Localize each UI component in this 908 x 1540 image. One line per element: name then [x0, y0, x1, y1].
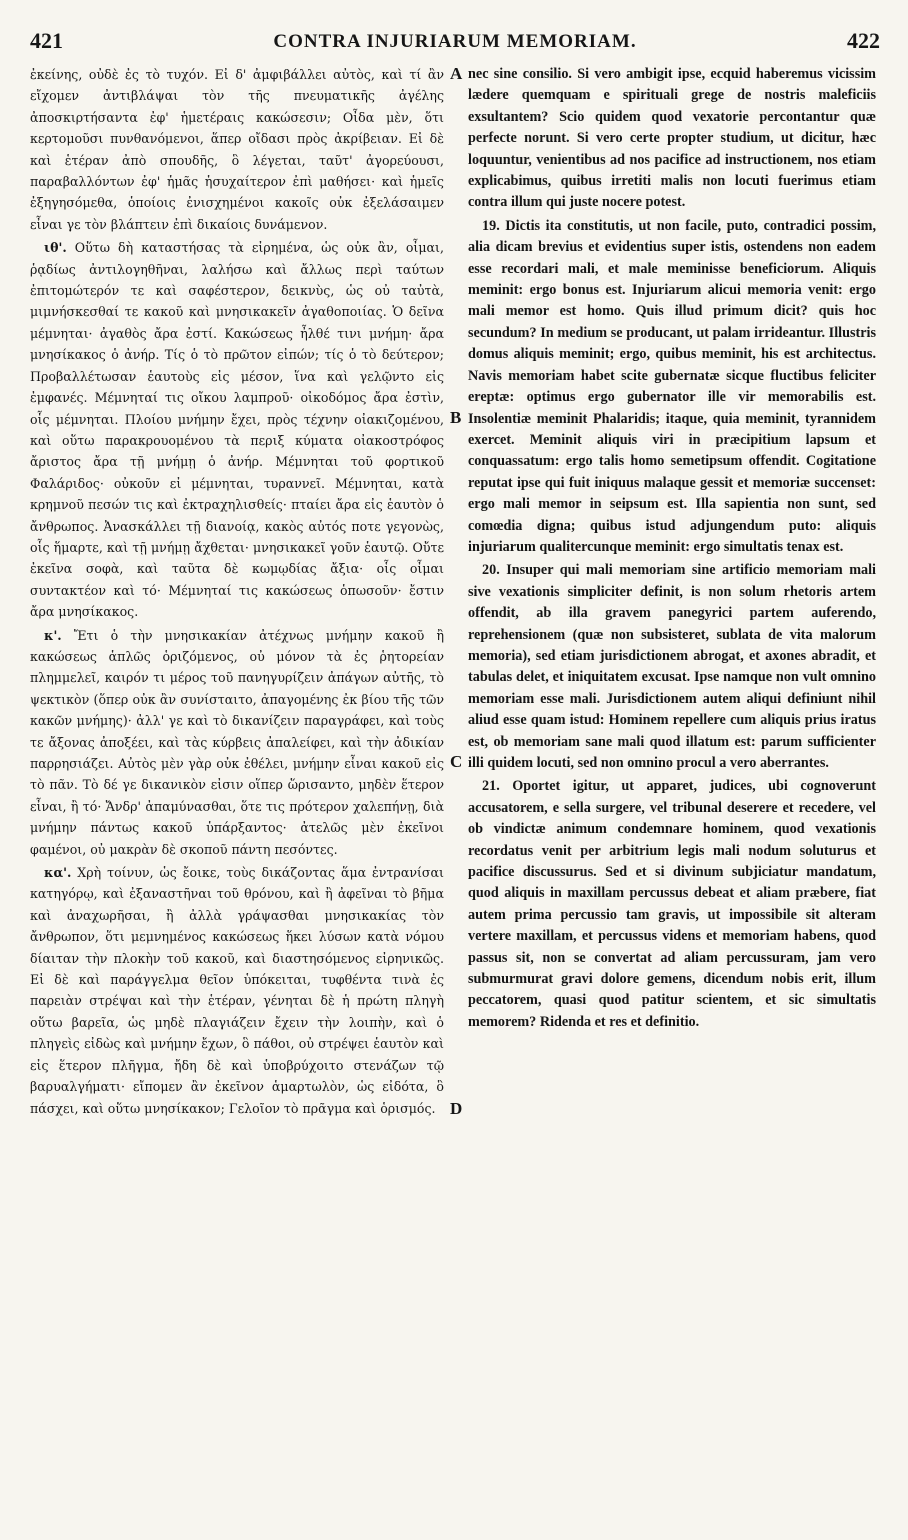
running-header: [30, 28, 880, 58]
greek-paragraph: [30, 237, 444, 622]
right-page-number: 422: [847, 28, 880, 53]
margin-marker-c: C: [450, 752, 463, 771]
greek-paragraph-text: Ἔτι ὁ τὴν μνησικακίαν ἀτέχνως μνήμην κακοῦ ἢ κακώσεως ἁπλῶς ὁριζόμενος, οὐ μόνον τὰ ἐς ῥητορείαν πλημμελεῖ, καιρόν τι μέρος τοῦ πανηγυρίζειν ἀπάγων αὐτῆς, τὸ ψεκτικὸν (ὅπερ οὐκ ἂν συνίσταιτο, ἀπαγομένης ἐκ βίου τῆς τῶν κακῶν μνήμης)· ἀλλ' γε καὶ τὸ δικανίζειν παραγράφει, καὶ τοὺς τε ἄξονας ἀποξέει, καὶ τὰς κύρβεις ἀπαλείφει, καὶ τὴν ἀδικίαν παρρησιάζει. Αὐτὸς μὲν γὰρ οὐκ ἐθέλει, μνήμην εἶναι κακοῦ εἰς τὸ πᾶν. Τὸ δέ γε δικανικὸν εἰσιν οἵπερ ὥρισαντο, μηδὲν ἕτερον εἶναι, ἢ τό· Ἄνδρ' ἀπαμύνασθαι, ὅτε τις πρότερον χαλεπήνῃ, διὰ μνήμην πάντως κακοῦ ὑπάρξαντος· ἀτελῶς μὲν ἐκεῖνοι φαμένοι, οὐ μακρὰν δὲ σκοποῦ πάντη πεσόντες.: [30, 627, 444, 857]
latin-paragraph-text: Dictis ita constitutis, ut non facile, puto, contradici possim, alia dicam brevius et evidentius super istis, ostendens non eadem esse recordari mali, et male meminisse beneficiorum. Aliquis meminit: ergo bonus est. Injuriarum alicui memoria venit: ergo mali memor est homo. Quis illud primum dicit? quis hoc secundum? In medium se producant, ut palam irrideantur. Illustris domus aliquis meminit; ergo, quibus meminit, his est architectus. Navis memoriam habet scite gubernatæ sicque fluctibus feliciter ereptæ: optimus ergo gubernator ille vir memorabilis est. Insolentiæ meminit Phalaridis; itaque, quia meminit, tyrannidem exercet. Meminit aliquis viri in præcipitium lapsum et conquassatum: ergo talis homo semetipsum offendit. Cogitatione reputat ipse qui fuit iniquus malaque gessit et memoriæ succenset: ergo mali memor in seipsum est. Illa sapientia non sunt, sed comœdia digna; quibus istud adjungendum puto: aliquis injuriarum qualitercunque meminit: ergo simultatis tenax est.: [468, 217, 877, 555]
section-number: ιθ'.: [44, 240, 67, 256]
margin-marker-d: D: [450, 1099, 463, 1118]
latin-paragraph: [468, 216, 876, 559]
left-page-number: 421: [30, 28, 63, 53]
section-number: κα'.: [44, 865, 72, 881]
section-number: κ'.: [44, 627, 62, 643]
running-title: CONTRA INJURIARUM MEMORIAM.: [273, 31, 637, 52]
latin-paragraph-text: Insuper qui mali memoriam sine artificio memoriam mali sive vexationis simpliciter definit, is non solum rhetoris artem offendit, ab illa gravem panegyrici partem auferendo, reprehensionem (quæ non subsisteret, sublata de vita malorum memoria), sed etiam jurisdictionem abrogat, et axones abradit, et tabulas delet, et iniquitatem excusat. Ipse namque non vult omnino memoriam esse mali. Jurisdictionem autem aliqui definiunt nihil aliud esse quam istud: Hominem repellere cum aliquis prius iratus est, ob memoriam sane mali quod illatum est: parum sufficienter illi quidem locuti, sed non omnino procul a vero aberrantes.: [468, 562, 876, 771]
greek-column: [30, 64, 444, 1119]
margin-marker-b: B: [450, 408, 462, 427]
section-number: 21.: [482, 778, 500, 795]
latin-column: [468, 64, 876, 1033]
greek-paragraph: [30, 625, 444, 860]
margin-marker-a: A: [450, 64, 463, 83]
greek-paragraph-text: Οὕτω δὴ καταστήσας τὰ εἰρημένα, ὡς οὐκ ἂν, οἶμαι, ῥᾳδίως ἀντιλογηθῆναι, λαλήσω καὶ ἄλλως περὶ ταύτων ἐπιτομώτερόν τε καὶ σαφέστερον, δεικνὺς, ὡς οὐ ταὐτὰ, μιμνήσκεσθαί τε κακοῦ καὶ μνησικακεῖν ἀγαθοποιίας. Ὁ δεῖνα μέμνηται· ἀγαθὸς ἄρα ἐστί. Κακώσεως ἦλθέ τινι μνήμη· ἄρα μνησίκακος ὁ ἀνήρ. Τίς ὁ τὸ πρῶτον εἰπών; τίς ὁ τὸ δεύτερον; Προβαλλέτωσαν ἑαυτοὺς εἰς μέσον, ἵνα καὶ γελῷντο εἰς ἐμφανές. Μέμνηταί τις οἴκου λαμπροῦ· οἰκοδόμος ἄρα ἐστὶν, οἷς μέμνηται. Πλοίου μνήμην ἔχει, πρὸς τέχνην οἰακιζομένου, καὶ οὕτω παρακρουομένου τὰ περιξ κύματα οἰακοστρόφος ἄριστος ἄρα τῇ μνήμῃ ὁ ἀνήρ. Μέμνηται τοῦ φορτικοῦ Φαλάριδος· οὐκοῦν εἰ μέμνηται, τυραννεῖ. Μέμνηται, κατὰ κρημνοῦ πεσών τις καὶ ἐκτραχηλισθείς· πταίει ἄρα εἰς ἑαυτὸν ὁ ἄνθρωπος. Ἀνασκάλλει τῇ διανοίᾳ, κακὸς αὐτός ποτε γεγονὼς, οἷς ἥμαρτε, καὶ τῇ μνήμῃ ἄχθεται· μνησικακεῖ γοῦν ἑαυτῷ. Οὔτε ἐκεῖνα σοφὰ, καὶ ταῦτα δὲ κωμῳδίας ἄξια· οἷς οἶμαι συντακτέον καὶ τό· Μέμνηταί τις κακώσεως ὁπωσοῦν· ἔστιν ἄρα μνησίκακος.: [30, 240, 444, 620]
latin-paragraph: [468, 560, 876, 774]
greek-paragraph: ἐκείνης, οὐδὲ ἐς τὸ τυχόν. Εἰ δ' ἀμφιβάλλει αὐτὸς, καὶ τί ἂν εἴχομεν ἀντιβλάψαι τὸν τῆς πνευματικῆς ἀγέλης ἀποσκιρτήσαντα ἐφ' ἡμετέραις κακώσεσιν; Οἶδα μὲν, ὅτι κερτομοῦσι πυνθανόμενοι, ἅπερ οἴδασι πρὸς ἀκρίβειαν. Εἰ δὲ καὶ ἑτέραν ἀπὸ σπουδῆς, ὃ λέγεται, ταῦτ' ἀγορεύουσι, παραβαλλόντων ἐφ' ἡμᾶς ἡσυχαίτερον ἐπὶ μαθήσει· καὶ ἡμεῖς ἐξηγησόμεθα, ὁποίοις ἐνισχημένοι κακοῖς οὐκ ἐξελάσαιμεν εἶναι γε τὸν βλάπτειν ἐπὶ δικαίοις δυνάμενον.: [30, 67, 444, 232]
latin-paragraph: [468, 776, 876, 1033]
latin-paragraph: nec sine consilio. Si vero ambigit ipse, ecquid haberemus vicissim lædere quemquam e spirituali grege de nostris maleficiis exsultantem? Scio quidem quod vexatorie percontantur quæ perfecte norunt. Si vero certe propter studium, ut dicitur, hæc loquuntur, venientibus ad nos pacifice ad instructionem, nos etiam explicabimus, quibus irretiti malis non locuti fuerimus etiam contra illum qui juste nocere potest.: [468, 66, 876, 211]
section-number: 19.: [482, 217, 500, 234]
latin-paragraph-text: Oportet igitur, ut apparet, judices, ubi cognoverunt accusatorem, e sella surgere, vel tribunal deserere et recedere, vel ob vindictæ animum condemnare hominem, quod vexationis recordatus venit per arbitrium legis mali nodum soluturus et pacifice discussurus. Sed et si divinum subjiciatur mandatum, quod aliquis in maxillam percussus debeat et aliam præbere, fiat autem prima percussio tam gravis, ut impossibile sit alteram vertere maxillam, et percussus videns et memoriam habens, quod passus sit, non se convertat ad aliam percussuram, jam vero submurmurat gravi dolore gemens, dicendum nobis erit, illum peccatorem, quasi quod patitur scientem, et sic simultatis memorem? Ridenda et res et definitio.: [468, 778, 876, 1030]
greek-paragraph-text: Χρὴ τοίνυν, ὡς ἔοικε, τοὺς δικάζοντας ἅμα ἐντρανίσαι κατηγόρῳ, καὶ ἐξαναστῆναι τοῦ θρόνου, καὶ ἢ ἀφεῖναι τὸ βῆμα καὶ ἀναχωρῆσαι, ἢ ἀλλὰ γράψασθαι μνησικακίας τὸν ἄνθρωπον, ὅτι μεμνημένος κακώσεως ἥκει λύσων κατὰ νόμου δίαιταν τὴν πλοκὴν τοῦ κακοῦ, καὶ διαστησόμενος εἰρηνικῶς. Εἰ δὲ καὶ παράγγελμα θεῖον ὑπόκειται, τυφθέντα τινὰ ἐς παρειὰν στρέψαι καὶ τὴν ἑτέραν, γένηται δὲ ἡ πρώτη πληγὴ οὕτω βαρεῖα, ὡς μηδὲ πλαγιάζειν ἔχειν τὴν λοιπὴν, καὶ ὁ πληγεὶς εἰδὼς καὶ μνήμην ἔχων, ὃ πάθοι, οὐ στρέψει ἑαυτὸν καὶ εἰς ἕτερον πλῆγμα, ἤδη δὲ καὶ ὑποβρύχοιτο στενάζων τῷ βαρυαλγήματι· εἴπομεν ἂν ἐκεῖνον ἁμαρτωλὸν, ὡς εἰδότα, ὃ πάσχει, καὶ οὕτω μνησίκακον; Γελοῖον τὸ πρᾶγμα καὶ ὁρισμός.: [30, 865, 444, 1116]
section-number: 20.: [482, 562, 500, 579]
greek-paragraph: [30, 862, 444, 1119]
